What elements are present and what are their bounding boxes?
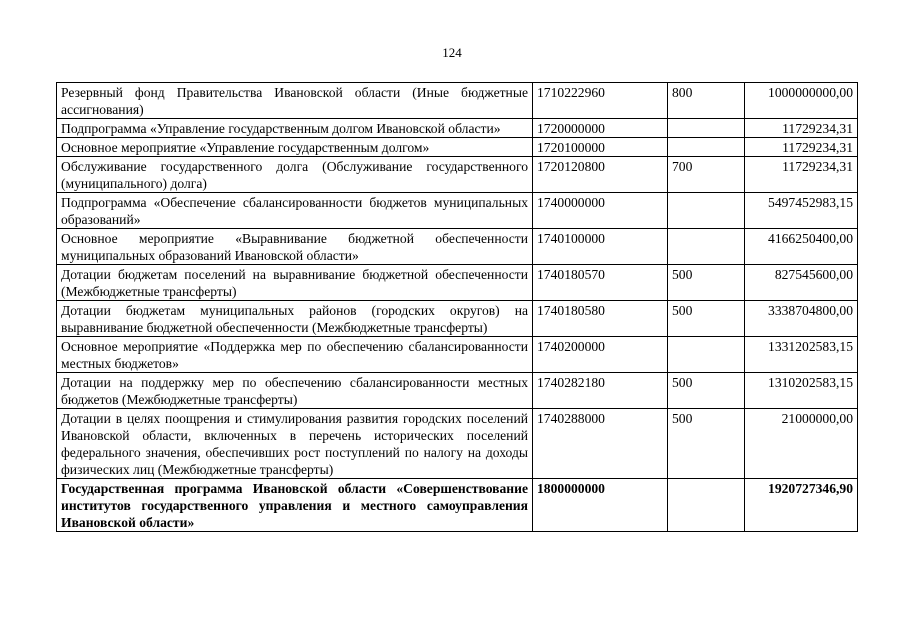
program-name-cell: Основное мероприятие «Поддержка мер по обеспечению сбалансированности местных бюджетов» — [57, 337, 533, 373]
program-name-cell: Обслуживание государственного долга (Обслуживание государственного (муниципального) долга) — [57, 157, 533, 193]
expense-type-cell — [668, 138, 745, 157]
table-row — [57, 265, 858, 301]
amount-cell: 11729234,31 — [745, 119, 858, 138]
expense-type-cell: 800 — [668, 83, 745, 119]
expense-type-cell — [668, 479, 745, 532]
target-code-cell: 1720120800 — [533, 157, 668, 193]
table-row — [57, 83, 858, 119]
amount-cell: 1331202583,15 — [745, 337, 858, 373]
page-number: 124 — [442, 45, 462, 60]
amount-cell: 11729234,31 — [745, 138, 858, 157]
program-name-cell: Подпрограмма «Обеспечение сбалансированности бюджетов муниципальных образований» — [57, 193, 533, 229]
expense-type-cell — [668, 229, 745, 265]
target-code-cell: 1710222960 — [533, 83, 668, 119]
amount-cell: 1310202583,15 — [745, 373, 858, 409]
target-code-cell: 1740000000 — [533, 193, 668, 229]
program-name-cell: Дотации в целях поощрения и стимулирования развития городских поселений Ивановской области, включенных в перечень исторических поселений федерального значения, обеспечивших рост поступлений по налогу на доходы физических лиц (Межбюджетные трансферты) — [57, 409, 533, 479]
program-name-cell: Дотации бюджетам поселений на выравнивание бюджетной обеспеченности (Межбюджетные трансферты) — [57, 265, 533, 301]
table-row-state-program — [57, 479, 858, 532]
expense-type-cell — [668, 337, 745, 373]
expense-type-cell: 500 — [668, 409, 745, 479]
expense-type-cell: 500 — [668, 301, 745, 337]
program-name-cell: Дотации на поддержку мер по обеспечению сбалансированности местных бюджетов (Межбюджетные трансферты) — [57, 373, 533, 409]
target-code-cell: 1740100000 — [533, 229, 668, 265]
amount-cell: 21000000,00 — [745, 409, 858, 479]
amount-cell: 11729234,31 — [745, 157, 858, 193]
amount-cell: 827545600,00 — [745, 265, 858, 301]
target-code-cell: 1720100000 — [533, 138, 668, 157]
table-row — [57, 373, 858, 409]
expense-type-cell: 500 — [668, 265, 745, 301]
table-row — [57, 301, 858, 337]
target-code-cell: 1740282180 — [533, 373, 668, 409]
target-code-cell: 1740180580 — [533, 301, 668, 337]
program-name-cell: Подпрограмма «Управление государственным долгом Ивановской области» — [57, 119, 533, 138]
target-code-cell: 1740180570 — [533, 265, 668, 301]
target-code-cell: 1740288000 — [533, 409, 668, 479]
program-name-cell: Дотации бюджетам муниципальных районов (городских округов) на выравнивание бюджетной обеспеченности (Межбюджетные трансферты) — [57, 301, 533, 337]
program-name-cell: Резервный фонд Правительства Ивановской области (Иные бюджетные ассигнования) — [57, 83, 533, 119]
program-name-cell: Государственная программа Ивановской области «Совершенствование институтов государственного управления и местного самоуправления Ивановской области» — [57, 479, 533, 532]
expense-type-cell — [668, 193, 745, 229]
amount-cell: 4166250400,00 — [745, 229, 858, 265]
table-row — [57, 229, 858, 265]
table-row — [57, 119, 858, 138]
target-code-cell: 1720000000 — [533, 119, 668, 138]
amount-cell: 5497452983,15 — [745, 193, 858, 229]
amount-cell: 1000000000,00 — [745, 83, 858, 119]
table-row — [57, 157, 858, 193]
expense-type-cell: 500 — [668, 373, 745, 409]
expense-type-cell: 700 — [668, 157, 745, 193]
table-row — [57, 193, 858, 229]
amount-cell: 1920727346,90 — [745, 479, 858, 532]
expense-type-cell — [668, 119, 745, 138]
amount-cell: 3338704800,00 — [745, 301, 858, 337]
program-name-cell: Основное мероприятие «Выравнивание бюджетной обеспеченности муниципальных образований Ивановской области» — [57, 229, 533, 265]
table-row — [57, 138, 858, 157]
target-code-cell: 1740200000 — [533, 337, 668, 373]
table-row — [57, 337, 858, 373]
target-code-cell: 1800000000 — [533, 479, 668, 532]
budget-table — [56, 82, 858, 532]
table-row — [57, 409, 858, 479]
program-name-cell: Основное мероприятие «Управление государственным долгом» — [57, 138, 533, 157]
